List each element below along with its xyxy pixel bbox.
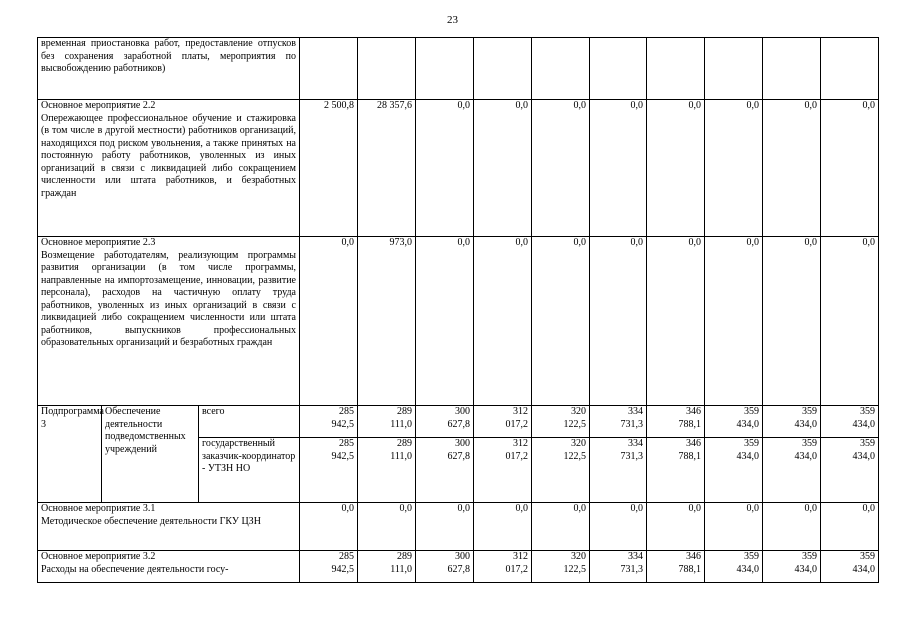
value-cell: 0,0 [416, 503, 474, 551]
activity-title: Основное мероприятие 3.1 [41, 503, 156, 514]
value-cell: 0,0 [590, 237, 647, 406]
value-cell: 346 788,1 [647, 438, 705, 503]
value-cell: 300 627,8 [416, 406, 474, 438]
value-cell: 0,0 [300, 237, 358, 406]
value-cell: 359 434,0 [705, 406, 763, 438]
subprogram-goal: Обеспечение деятельности подведомственных учреждений [102, 406, 199, 503]
value-cell: 0,0 [647, 237, 705, 406]
value-cell: 312 017,2 [474, 438, 532, 503]
activity-text: Возмещение работодателям, реализующим программы развития организации (в том числе программы, направленные на импортозамещение, инновации, развитие персонала), расходов на частичную оплату труда работников, уволенных из иных организаций в связи с ликвидацией либо сокращением численности или штата работников, выпускников профессиональных образовательных организаций и безработных граждан [41, 249, 296, 348]
value-cell: 346 788,1 [647, 551, 705, 583]
value-cell: 0,0 [705, 503, 763, 551]
value-cell: 359 434,0 [763, 438, 821, 503]
activity-description [38, 237, 300, 406]
value-cell: 0,0 [474, 100, 532, 237]
value-cell: 359 434,0 [821, 551, 879, 583]
value-cell: 0,0 [763, 100, 821, 237]
value-cell: 0,0 [763, 503, 821, 551]
total-label: всего [199, 406, 300, 438]
value-cell: 359 434,0 [705, 551, 763, 583]
value-cell: 289 111,0 [358, 438, 416, 503]
table-row [38, 100, 879, 237]
value-cell: 0,0 [821, 100, 879, 237]
value-cell: 359 434,0 [763, 406, 821, 438]
value-cell: 334 731,3 [590, 551, 647, 583]
value-cell: 289 111,0 [358, 551, 416, 583]
value-cell: 285 942,5 [300, 406, 358, 438]
table-row [38, 406, 879, 438]
value-cell: 28 357,6 [358, 100, 416, 237]
subprogram-name: Подпрограмма 3 [38, 406, 102, 503]
activity-description: временная приостановка работ, предоставление отпусков без сохранения заработной платы, мероприятия по высвобождению работников) [38, 38, 300, 100]
value-cell: 0,0 [590, 503, 647, 551]
value-cell: 0,0 [474, 503, 532, 551]
value-cell: 285 942,5 [300, 551, 358, 583]
value-cell: 0,0 [763, 237, 821, 406]
value-cell: 359 434,0 [821, 406, 879, 438]
value-cell: 0,0 [474, 237, 532, 406]
customer-label: государственный заказчик-координатор - УТЗН НО [199, 438, 300, 503]
value-cell: 320 122,5 [532, 551, 590, 583]
activity-text: Расходы на обеспечение деятельности госу- [41, 563, 229, 575]
activity-description [38, 551, 300, 583]
value-cell: 289 111,0 [358, 406, 416, 438]
value-cell: 0,0 [532, 503, 590, 551]
activity-description [38, 100, 300, 237]
value-cell: 973,0 [358, 237, 416, 406]
value-cell: 0,0 [532, 237, 590, 406]
value-cell: 0,0 [416, 237, 474, 406]
value-cell: 2 500,8 [300, 100, 358, 237]
value-cell: 0,0 [647, 503, 705, 551]
value-cell: 0,0 [821, 503, 879, 551]
activity-title: Основное мероприятие 3.2 [41, 551, 156, 562]
activity-text: Методическое обеспечение деятельности ГКУ ЦЗН [41, 515, 261, 527]
table-row [38, 503, 879, 551]
value-cell: 0,0 [416, 100, 474, 237]
value-cell: 334 731,3 [590, 438, 647, 503]
value-cell: 359 434,0 [821, 438, 879, 503]
value-cell: 285 942,5 [300, 438, 358, 503]
budget-table [37, 37, 879, 583]
value-cell: 312 017,2 [474, 406, 532, 438]
value-cell: 0,0 [705, 100, 763, 237]
value-cell: 0,0 [590, 100, 647, 237]
value-cell: 359 434,0 [705, 438, 763, 503]
value-cell: 334 731,3 [590, 406, 647, 438]
activity-text: Опережающее профессиональное обучение и стажировка (в том числе в другой местности) работников организаций, находящихся под риском увольнения, а также принятых на постоянную работу работников, уволенных из иных организаций в связи с ликвидацией либо сокращением численности или штата работников, и безработных граждан [41, 112, 296, 199]
activity-description [38, 503, 300, 551]
value-cell: 320 122,5 [532, 438, 590, 503]
value-cell: 0,0 [821, 237, 879, 406]
page-number: 23 [447, 14, 458, 26]
value-cell: 0,0 [532, 100, 590, 237]
value-cell: 312 017,2 [474, 551, 532, 583]
value-cell: 359 434,0 [763, 551, 821, 583]
value-cell: 346 788,1 [647, 406, 705, 438]
value-cell: 0,0 [647, 100, 705, 237]
value-cell: 300 627,8 [416, 438, 474, 503]
table-row [38, 38, 879, 100]
value-cell: 300 627,8 [416, 551, 474, 583]
value-cell: 0,0 [300, 503, 358, 551]
value-cell: 0,0 [705, 237, 763, 406]
activity-title: Основное мероприятие 2.3 [41, 237, 156, 248]
activity-title: Основное мероприятие 2.2 [41, 100, 156, 111]
value-cell: 320 122,5 [532, 406, 590, 438]
value-cell: 0,0 [358, 503, 416, 551]
table-row [38, 237, 879, 406]
table-row [38, 551, 879, 583]
